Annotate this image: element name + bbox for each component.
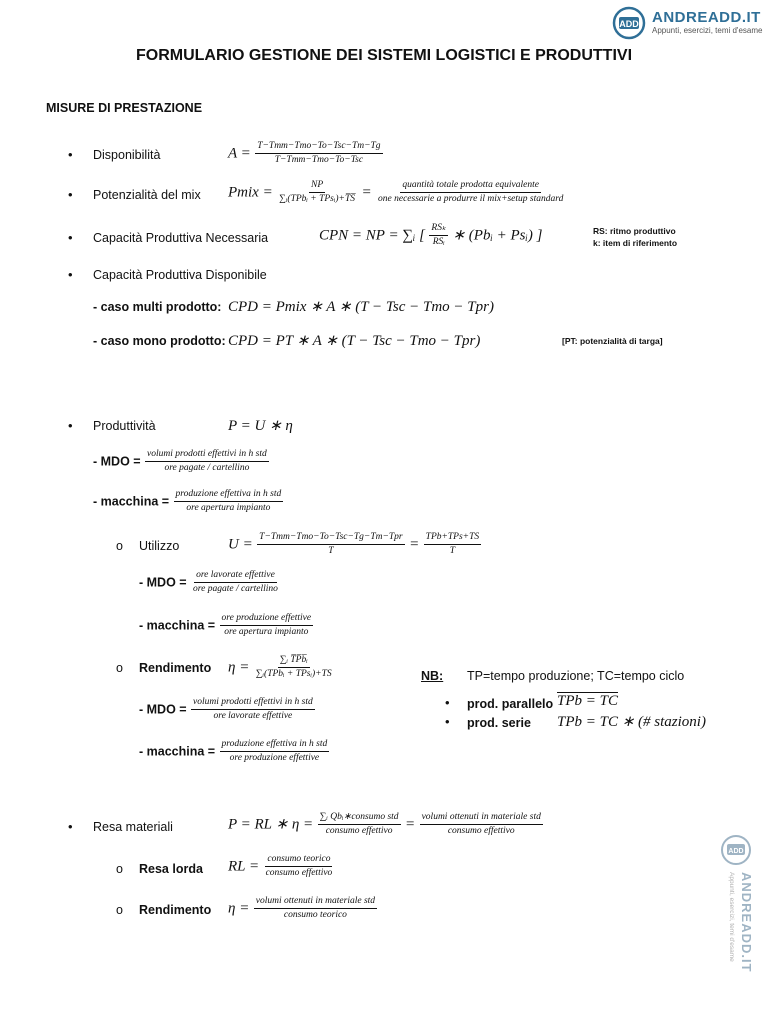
logo-icon [612, 6, 648, 40]
bullet-icon: • [68, 418, 73, 433]
label-macchina: - macchina = [139, 618, 216, 633]
label-capacita-necessaria: Capacità Produttiva Necessaria [93, 231, 269, 245]
bullet-icon: • [68, 230, 73, 245]
page-title: FORMULARIO GESTIONE DEI SISTEMI LOGISTICI E PRODUTTIVI [135, 47, 633, 64]
svg-text:ADD: ADD [619, 19, 639, 29]
formula-lhs: A = [228, 145, 251, 162]
logo-name: ANDREADD.IT [652, 9, 761, 26]
circle-bullet-icon: o [116, 862, 123, 876]
fraction-denominator: T [328, 546, 334, 556]
fraction-denominator: T−Tmm−Tmo−To−Tsc [274, 155, 364, 165]
label-disponibilita: Disponibilità [93, 148, 161, 162]
label-mdo: - MDO = [139, 702, 187, 717]
formula-produttivita: P = U ∗ η [228, 418, 293, 434]
equals-sign: = [409, 536, 420, 553]
fraction-numerator: TPb+TPs+TS [424, 532, 481, 545]
fraction-numerator: volumi prodotti effettivi in h std [191, 697, 315, 710]
fraction-denominator: one necessarie a produrre il mix+setup standard [378, 194, 564, 204]
label-prod-serie: prod. serie [467, 716, 531, 730]
bullet-icon: • [68, 267, 73, 282]
bullet-icon: • [445, 695, 450, 710]
label-mdo: - MDO = [93, 454, 141, 469]
formula-part: ∗ (Pbᵢ + Psᵢ) ] [452, 227, 543, 244]
label-produttivita: Produttività [93, 419, 156, 433]
circle-bullet-icon: o [116, 903, 123, 917]
formula-resa-lorda [228, 854, 334, 879]
label-utilizzo: Utilizzo [139, 539, 180, 553]
label-rendimento: Rendimento [139, 661, 212, 675]
label-potenzialita: Potenzialità del mix [93, 188, 201, 202]
formula-part: CPN = NP = ∑ᵢ [ [319, 227, 425, 244]
fraction-denominator: ore pagate / cartellino [193, 584, 278, 594]
fraction-denominator: RSᵢ [432, 237, 445, 247]
formula-lhs: η = [228, 900, 250, 917]
equals-sign: = [405, 816, 416, 833]
svg-text:Appunti, esercizi, temi d'esam: Appunti, esercizi, temi d'esame [728, 872, 735, 962]
formula-rendimento [228, 655, 334, 680]
fraction-denominator: consumo effettivo [325, 826, 393, 836]
fraction-numerator: T−Tmm−Tmo−To−Tsc−Tm−Tg [255, 141, 382, 154]
svg-text:ANDREADD.IT: ANDREADD.IT [739, 872, 754, 973]
note-rs: RS: ritmo produttivo [593, 226, 676, 236]
logo-tagline: Appunti, esercizi, temi d'esame [652, 26, 763, 35]
watermark-icon [718, 832, 758, 982]
formula-rendimento-macchina [139, 739, 329, 764]
fraction-numerator: ore produzione effettive [220, 613, 314, 626]
nb-text: TP=tempo produzione; TC=tempo ciclo [467, 669, 685, 683]
formula-serie: TPb = TC ∗ (# stazioni) [557, 714, 706, 730]
label-multi-prodotto: - caso multi prodotto: [93, 300, 222, 314]
formula-utilizzo-macchina [139, 613, 313, 638]
formula-produttivita-mdo [93, 449, 269, 474]
formula-cpd-multi: CPD = Pmix ∗ A ∗ (T − Tsc − Tmo − Tpr) [228, 299, 494, 315]
fraction-numerator: volumi prodotti effettivi in h std [145, 449, 269, 462]
label-macchina: - macchina = [93, 494, 170, 509]
bullet-icon: • [68, 819, 73, 834]
formula-resa [228, 812, 543, 837]
formula-cpn [319, 223, 542, 248]
fraction-numerator: ∑ᵢ T̅P̅b̅ᵢ [278, 655, 310, 668]
fraction-denominator: T [449, 546, 456, 556]
fraction-denominator: consumo effettivo [265, 868, 333, 878]
formula-lhs: U = [228, 536, 253, 553]
bullet-icon: • [68, 147, 73, 162]
fraction-denominator: consumo teorico [283, 910, 347, 920]
equals-sign: = [361, 184, 372, 201]
fraction-numerator: produzione effettiva in h std [220, 739, 330, 752]
label-mdo: - MDO = [139, 575, 187, 590]
bullet-icon: • [445, 714, 450, 729]
formula-rendimento-materiali [228, 896, 377, 921]
fraction-numerator: volumi ottenuti in materiale std [420, 812, 543, 825]
formula-utilizzo-mdo [139, 570, 280, 595]
fraction-denominator: ore produzione effettive [229, 753, 320, 763]
fraction-numerator: ore lavorate effettive [194, 570, 277, 583]
fraction-denominator: consumo effettivo [447, 826, 515, 836]
fraction-denominator: ore apertura impianto [186, 503, 271, 513]
fraction-denominator: ore lavorate effettive [213, 711, 293, 721]
formula-disponibilita [228, 141, 383, 166]
section-heading: MISURE DI PRESTAZIONE [46, 101, 203, 115]
fraction-numerator: quantità totale prodotta equivalente [400, 180, 541, 193]
formula-lhs: Pmix = [228, 184, 273, 201]
bullet-icon: • [68, 187, 73, 202]
fraction-numerator: ∑ᵢ Qbᵢ∗consumo std [318, 812, 401, 825]
side-watermark-logo [718, 832, 758, 982]
label-mono-prodotto: - caso mono prodotto: [93, 334, 226, 348]
formula-cpd-mono: CPD = PT ∗ A ∗ (T − Tsc − Tmo − Tpr) [228, 333, 481, 349]
label-prod-parallelo: prod. parallelo [467, 697, 554, 711]
fraction-numerator: produzione effettiva in h std [174, 489, 284, 502]
fraction-denominator: ∑ᵢ(TPbᵢ + TPsᵢ)+T̅S̅ [279, 194, 355, 204]
label-resa-lorda: Resa lorda [139, 862, 203, 876]
formula-lhs: RL = [228, 858, 260, 875]
label-rendimento-materiali: Rendimento [139, 903, 212, 917]
fraction-numerator: volumi ottenuti in materiale std [254, 896, 377, 909]
formula-produttivita-macchina [93, 489, 283, 514]
formula-lhs: η = [228, 659, 250, 676]
formula-lhs: P = RL ∗ η = [228, 816, 314, 833]
svg-text:ADD: ADD [728, 848, 744, 855]
fraction-numerator: consumo teorico [265, 854, 332, 867]
formula-utilizzo [228, 532, 481, 557]
formula-parallelo: TPb = TC [557, 693, 618, 709]
label-macchina: - macchina = [139, 744, 216, 759]
note-pt: [PT: potenzialità di targa] [562, 336, 663, 346]
fraction-denominator: ore pagate / cartellino [164, 463, 250, 473]
fraction-denominator: ∑ᵢ(TPbᵢ + TPsᵢ)+TS [255, 669, 332, 679]
nb-label: NB: [421, 669, 444, 683]
label-capacita-disponibile: Capacità Produttiva Disponibile [93, 268, 267, 282]
formula-rendimento-mdo [139, 697, 315, 722]
fraction-numerator: RSₖ [429, 223, 448, 236]
fraction-denominator: ore apertura impianto [224, 627, 309, 637]
note-k: k: item di riferimento [593, 238, 678, 248]
fraction-numerator: T−Tmm−Tmo−To−Tsc−Tg−Tm−Tpr [257, 532, 404, 545]
fraction-numerator: NP [309, 180, 325, 193]
formula-potenzialita [228, 180, 565, 205]
circle-bullet-icon: o [116, 539, 123, 553]
label-resa-materiali: Resa materiali [93, 820, 173, 834]
circle-bullet-icon: o [116, 661, 123, 675]
site-logo [612, 6, 762, 40]
